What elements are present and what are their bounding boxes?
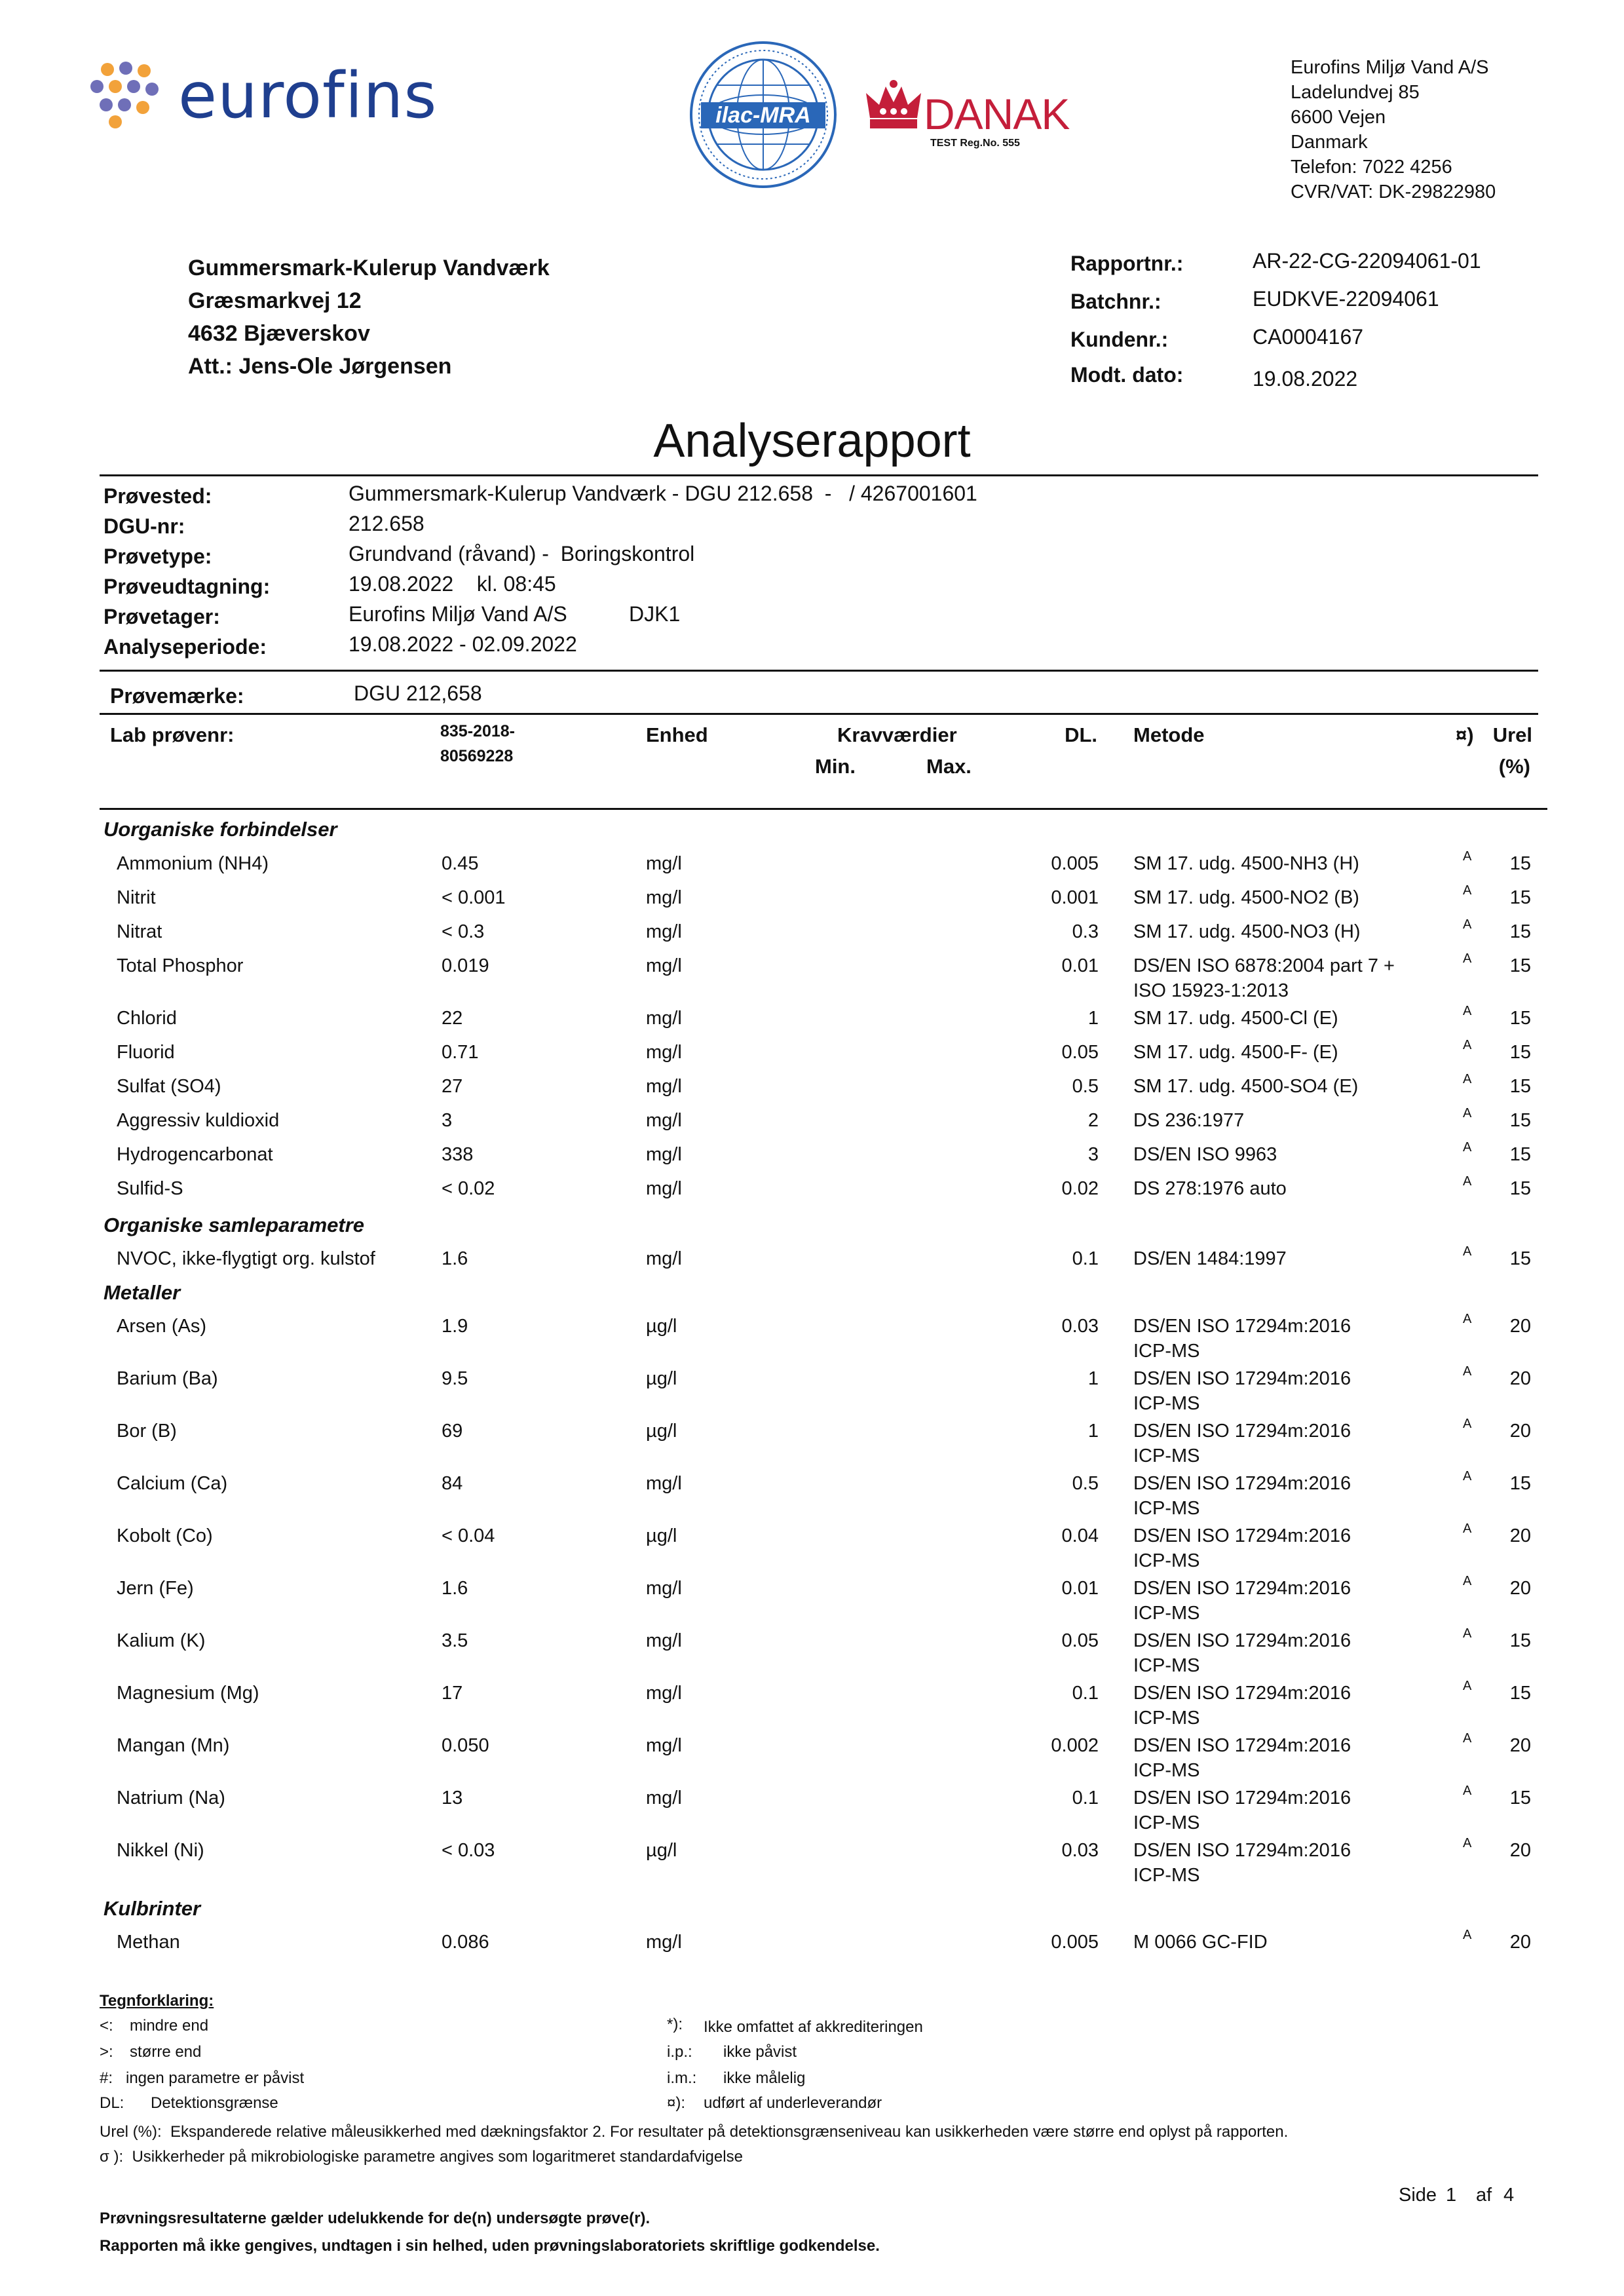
unit: mg/l xyxy=(646,1144,682,1165)
min-header: Min. xyxy=(815,755,856,778)
method-line: ICP-MS xyxy=(1133,1603,1200,1624)
detection-limit: 0.1 xyxy=(1072,1788,1099,1808)
sample-mark-rule xyxy=(100,713,1538,715)
ilac-text: ilac-MRA xyxy=(715,103,811,128)
table-header-rule xyxy=(100,808,1547,810)
address-line: Telefon: 7022 4256 xyxy=(1291,157,1452,178)
method xyxy=(1133,1108,1244,1133)
unit: mg/l xyxy=(646,1110,682,1131)
method-line: DS/EN ISO 17294m:2016 xyxy=(1133,1525,1351,1546)
recipient-line: Att.: Jens-Ole Jørgensen xyxy=(188,354,452,379)
result-value: 0.019 xyxy=(442,955,489,976)
unit: mg/l xyxy=(646,1578,682,1599)
result-value: < 0.3 xyxy=(442,921,485,942)
batch-number-value: EUDKVE-22094061 xyxy=(1253,287,1439,311)
method xyxy=(1133,1314,1351,1364)
result-value: 69 xyxy=(442,1421,463,1442)
method-line: DS/EN ISO 17294m:2016 xyxy=(1133,1578,1351,1599)
method-line: DS/EN ISO 17294m:2016 xyxy=(1133,1683,1351,1704)
result-value: 1.6 xyxy=(442,1578,468,1599)
unit: mg/l xyxy=(646,1630,682,1651)
recipient-line: Græsmarkvej 12 xyxy=(188,288,362,313)
urel-header: Urel xyxy=(1492,723,1532,746)
unit: mg/l xyxy=(646,921,682,942)
sample-site-value: Gummersmark-Kulerup Vandværk - DGU 212.658 - / 4267001601 xyxy=(349,482,977,505)
lab-sample-label: Lab prøvenr: xyxy=(110,723,235,746)
accreditation-flag: A xyxy=(1463,1072,1472,1086)
method-line: SM 17. udg. 4500-NH3 (H) xyxy=(1133,853,1359,874)
sample-mark xyxy=(110,681,765,710)
method xyxy=(1133,851,1359,876)
method xyxy=(1133,1006,1338,1031)
accreditation-flag: A xyxy=(1463,1679,1472,1693)
detection-limit: 0.05 xyxy=(1061,1042,1099,1063)
address-line: CVR/VAT: DK-29822980 xyxy=(1291,182,1496,202)
parameter-name: Natrium (Na) xyxy=(117,1788,225,1808)
parameter-name: Sulfid-S xyxy=(117,1178,183,1199)
method-line: DS/EN ISO 17294m:2016 xyxy=(1133,1421,1351,1442)
accreditation-flag: A xyxy=(1463,1106,1472,1120)
accreditation-flag: A xyxy=(1463,1521,1472,1536)
accreditation-flag: A xyxy=(1463,1836,1472,1850)
method-line: SM 17. udg. 4500-NO2 (B) xyxy=(1133,887,1359,908)
dl-header: DL. xyxy=(1065,723,1097,746)
result-value: 17 xyxy=(442,1683,463,1704)
customer-number-value: CA0004167 xyxy=(1253,325,1364,349)
legend-symbol: *): xyxy=(667,2016,683,2033)
analysis-period-label: Analyseperiode: xyxy=(104,635,267,659)
footer-line: Prøvningsresultaterne gælder udelukkende for de(n) undersøgte prøve(r). xyxy=(100,2210,651,2227)
detection-limit: 0.03 xyxy=(1061,1840,1099,1861)
legend-text: større end xyxy=(130,2043,202,2061)
subcontractor-header: ¤) xyxy=(1456,723,1474,746)
parameter-name: Fluorid xyxy=(117,1042,175,1063)
method xyxy=(1133,1366,1351,1416)
page-side-label: Side xyxy=(1399,2185,1437,2206)
uncertainty: 15 xyxy=(1509,1008,1531,1029)
detection-limit: 1 xyxy=(1087,1008,1099,1029)
method xyxy=(1133,885,1359,910)
sampler-value: Eurofins Miljø Vand A/S xyxy=(349,602,567,626)
method-line: ICP-MS xyxy=(1133,1708,1200,1729)
accreditation-flag: A xyxy=(1463,1784,1472,1798)
method xyxy=(1133,1576,1351,1626)
unit: mg/l xyxy=(646,1248,682,1269)
uncertainty: 20 xyxy=(1509,1525,1531,1546)
unit: mg/l xyxy=(646,887,682,908)
accreditation-flag: A xyxy=(1463,1364,1472,1379)
legend-text: ikke målelig xyxy=(723,2069,806,2087)
report-number-label: Rapportnr.: xyxy=(1070,252,1184,275)
unit: mg/l xyxy=(646,955,682,976)
legend-item xyxy=(667,2094,882,2113)
uncertainty: 15 xyxy=(1509,1178,1531,1199)
method-line: ICP-MS xyxy=(1133,1550,1200,1571)
uncertainty: 15 xyxy=(1509,887,1531,908)
legend-text: ingen parametre er påvist xyxy=(126,2069,305,2087)
parameter-name: Methan xyxy=(117,1932,180,1953)
accreditation-flag: A xyxy=(1463,883,1472,898)
accreditation-flag: A xyxy=(1463,1928,1472,1942)
method-line: DS 236:1977 xyxy=(1133,1110,1245,1131)
uncertainty: 15 xyxy=(1509,1076,1531,1097)
unit: µg/l xyxy=(646,1525,677,1546)
parameter-name: Magnesium (Mg) xyxy=(117,1683,259,1704)
method-header: Metode xyxy=(1133,723,1205,746)
method xyxy=(1133,1040,1338,1065)
unit: mg/l xyxy=(646,1932,682,1953)
detection-limit: 1 xyxy=(1087,1421,1099,1442)
result-value: < 0.001 xyxy=(442,887,506,908)
method-line: ISO 15923-1:2013 xyxy=(1133,980,1289,1001)
uncertainty: 15 xyxy=(1509,1144,1531,1165)
sample-number-1: 835-2018- xyxy=(440,722,515,740)
eurofins-wordmark: eurofins xyxy=(178,59,438,132)
method-line: DS/EN ISO 17294m:2016 xyxy=(1133,1316,1351,1337)
detection-limit: 0.005 xyxy=(1051,853,1099,874)
parameter-name: Calcium (Ca) xyxy=(117,1473,228,1494)
result-value: < 0.02 xyxy=(442,1178,495,1199)
method-line: DS/EN 1484:1997 xyxy=(1133,1248,1287,1269)
parameter-name: Nitrit xyxy=(117,887,156,908)
result-value: 1.6 xyxy=(442,1248,468,1269)
unit: µg/l xyxy=(646,1421,677,1442)
result-value: 0.050 xyxy=(442,1735,489,1756)
result-value: 84 xyxy=(442,1473,463,1494)
legend-text: mindre end xyxy=(130,2017,209,2035)
unit: µg/l xyxy=(646,1316,677,1337)
detection-limit: 0.03 xyxy=(1061,1316,1099,1337)
unit: mg/l xyxy=(646,1473,682,1494)
method xyxy=(1133,1628,1351,1678)
parameter-name: Chlorid xyxy=(117,1008,177,1029)
accreditation-flag: A xyxy=(1463,1731,1472,1746)
method xyxy=(1133,1930,1268,1955)
result-value: < 0.04 xyxy=(442,1525,495,1546)
unit: mg/l xyxy=(646,1735,682,1756)
address-line: Eurofins Miljø Vand A/S xyxy=(1291,57,1489,78)
address-line: 6600 Vejen xyxy=(1291,107,1386,128)
method-line: M 0066 GC-FID xyxy=(1133,1932,1268,1953)
ilac-mra-seal xyxy=(688,39,839,190)
uncertainty: 20 xyxy=(1509,1735,1531,1756)
analysis-period-value: 19.08.2022 - 02.09.2022 xyxy=(349,632,577,656)
eurofins-logo xyxy=(88,59,468,138)
section-heading: Uorganiske forbindelser xyxy=(104,818,337,841)
sample-mark-value: DGU 212,658 xyxy=(354,681,482,705)
detection-limit: 0.5 xyxy=(1072,1473,1099,1494)
accreditation-flag: A xyxy=(1463,1004,1472,1018)
method-line: DS/EN ISO 17294m:2016 xyxy=(1133,1735,1351,1756)
legend-symbol: i.m.: xyxy=(667,2069,697,2087)
unit: µg/l xyxy=(646,1840,677,1861)
sample-type-label: Prøvetype: xyxy=(104,545,212,568)
method-line: ICP-MS xyxy=(1133,1865,1200,1886)
accreditation-flag: A xyxy=(1463,1174,1472,1189)
page-current: 1 xyxy=(1446,2185,1457,2206)
uncertainty: 20 xyxy=(1509,1368,1531,1389)
legend-symbol: #: xyxy=(100,2069,113,2087)
urel-percent-header: (%) xyxy=(1498,755,1530,778)
footer-line: Rapporten må ikke gengives, undtagen i sin helhed, uden prøvningslaboratoriets skriftlige godkendelse. xyxy=(100,2237,880,2255)
method-line: DS/EN ISO 17294m:2016 xyxy=(1133,1368,1351,1389)
accreditation-flag: A xyxy=(1463,951,1472,966)
result-value: 3 xyxy=(442,1110,453,1131)
method-line: DS/EN ISO 6878:2004 part 7 + xyxy=(1133,955,1395,976)
result-value: 22 xyxy=(442,1008,463,1029)
result-value: 0.45 xyxy=(442,853,479,874)
method xyxy=(1133,1246,1287,1271)
dgu-label: DGU-nr: xyxy=(104,514,185,538)
detection-limit: 0.02 xyxy=(1061,1178,1099,1199)
legend-item xyxy=(667,2016,923,2036)
dgu-value: 212.658 xyxy=(349,512,425,535)
section-heading: Metaller xyxy=(104,1281,181,1304)
report-number-value: AR-22-CG-22094061-01 xyxy=(1253,249,1481,273)
detection-limit: 0.5 xyxy=(1072,1076,1099,1097)
uncertainty: 15 xyxy=(1509,1473,1531,1494)
danak-reg: TEST Reg.No. 555 xyxy=(930,138,1020,149)
address-line: Ladelundvej 85 xyxy=(1291,82,1420,103)
method xyxy=(1133,1838,1351,1888)
page-number xyxy=(1399,2185,1530,2211)
parameter-name: Barium (Ba) xyxy=(117,1368,218,1389)
parameter-name: Arsen (As) xyxy=(117,1316,206,1337)
legend-item xyxy=(100,2043,202,2061)
detection-limit: 0.002 xyxy=(1051,1735,1099,1756)
accreditation-flag: A xyxy=(1463,1244,1472,1259)
section-heading: Organiske samleparametre xyxy=(104,1214,365,1236)
page-of-label: af xyxy=(1476,2185,1492,2206)
method xyxy=(1133,1471,1351,1521)
title-rule xyxy=(100,474,1538,476)
result-value: 338 xyxy=(442,1144,474,1165)
result-value: 0.71 xyxy=(442,1042,479,1063)
accreditation-flag: A xyxy=(1463,1626,1472,1641)
method-line: SM 17. udg. 4500-NO3 (H) xyxy=(1133,921,1361,942)
method xyxy=(1133,1176,1287,1201)
method-line: DS 278:1976 auto xyxy=(1133,1178,1287,1199)
legend-item xyxy=(100,2069,305,2088)
legend-title: Tegnforklaring: xyxy=(100,1992,214,2010)
detection-limit: 0.005 xyxy=(1051,1932,1099,1953)
address-line: Danmark xyxy=(1291,132,1368,153)
max-header: Max. xyxy=(926,755,972,778)
parameter-name: NVOC, ikke-flygtigt org. kulstof xyxy=(117,1248,375,1269)
urel-note: Urel (%): Ekspanderede relative måleusikkerhed med dækningsfaktor 2. For resultater på detektionsgrænseniveau kan usikkerheden være større end oplyst på rapporten. xyxy=(100,2123,1289,2141)
uncertainty: 20 xyxy=(1509,1421,1531,1442)
received-date-value: 19.08.2022 xyxy=(1253,367,1358,391)
detection-limit: 0.05 xyxy=(1061,1630,1099,1651)
recipient-line: Gummersmark-Kulerup Vandværk xyxy=(188,256,550,280)
parameter-name: Total Phosphor xyxy=(117,955,244,976)
parameter-name: Jern (Fe) xyxy=(117,1578,194,1599)
detection-limit: 0.01 xyxy=(1061,1578,1099,1599)
parameter-name: Bor (B) xyxy=(117,1421,177,1442)
parameter-name: Ammonium (NH4) xyxy=(117,853,269,874)
accreditation-flag: A xyxy=(1463,1312,1472,1326)
legend-text: Detektionsgrænse xyxy=(151,2094,278,2112)
crown-icon xyxy=(863,79,924,138)
detection-limit: 1 xyxy=(1087,1368,1099,1389)
legend-symbol: >: xyxy=(100,2043,113,2061)
parameter-name: Nikkel (Ni) xyxy=(117,1840,204,1861)
customer-number-label: Kundenr.: xyxy=(1070,328,1169,351)
parameter-name: Nitrat xyxy=(117,921,162,942)
legend-text: Ikke omfattet af akkrediteringen xyxy=(704,2018,923,2036)
sample-number-2: 80569228 xyxy=(440,747,514,765)
method xyxy=(1133,1681,1351,1731)
uncertainty: 15 xyxy=(1509,1683,1531,1704)
report-info xyxy=(1070,249,1529,393)
result-value: 9.5 xyxy=(442,1368,468,1389)
unit: µg/l xyxy=(646,1368,677,1389)
sample-site-label: Prøvested: xyxy=(104,484,212,508)
uncertainty: 15 xyxy=(1509,955,1531,976)
method xyxy=(1133,953,1395,1003)
method-line: ICP-MS xyxy=(1133,1812,1200,1833)
legend-symbol: DL: xyxy=(100,2094,124,2112)
legend-text: ikke påvist xyxy=(723,2043,797,2061)
page-total: 4 xyxy=(1503,2185,1515,2206)
sampling-label: Prøveudtagning: xyxy=(104,575,271,598)
sample-mark-label: Prøvemærke: xyxy=(110,684,244,708)
method xyxy=(1133,1142,1277,1167)
legend-symbol: <: xyxy=(100,2017,113,2035)
accreditation-flag: A xyxy=(1463,1140,1472,1155)
batch-number-label: Batchnr.: xyxy=(1070,290,1161,313)
method-line: DS/EN ISO 17294m:2016 xyxy=(1133,1473,1351,1494)
uncertainty: 20 xyxy=(1509,1932,1531,1953)
accreditation-flag: A xyxy=(1463,1417,1472,1431)
method xyxy=(1133,1733,1351,1783)
page-title: Analyserapport xyxy=(653,415,971,467)
table-header xyxy=(0,721,1624,806)
unit: mg/l xyxy=(646,1042,682,1063)
uncertainty: 15 xyxy=(1509,1630,1531,1651)
method-line: SM 17. udg. 4500-F- (E) xyxy=(1133,1042,1338,1063)
method-line: ICP-MS xyxy=(1133,1498,1200,1519)
unit: mg/l xyxy=(646,1008,682,1029)
uncertainty: 20 xyxy=(1509,1840,1531,1861)
danak-logo xyxy=(863,79,1080,151)
section-heading: Kulbrinter xyxy=(104,1897,201,1920)
method-line: ICP-MS xyxy=(1133,1445,1200,1466)
parameter-name: Hydrogencarbonat xyxy=(117,1144,273,1165)
sample-info xyxy=(104,482,1479,672)
unit: mg/l xyxy=(646,853,682,874)
method-line: DS/EN ISO 9963 xyxy=(1133,1144,1277,1165)
parameter-name: Sulfat (SO4) xyxy=(117,1076,221,1097)
uncertainty: 15 xyxy=(1509,1042,1531,1063)
result-value: 3.5 xyxy=(442,1630,468,1651)
detection-limit: 0.1 xyxy=(1072,1248,1099,1269)
method xyxy=(1133,1074,1358,1099)
sigma-note: σ ): Usikkerheder på mikrobiologiske parametre angives som logaritmeret standardafvigelse xyxy=(100,2148,743,2166)
received-date-label: Modt. dato: xyxy=(1070,363,1184,387)
result-value: 1.9 xyxy=(442,1316,468,1337)
sampler-code: DJK1 xyxy=(629,602,681,626)
method-line: ICP-MS xyxy=(1133,1393,1200,1414)
legend-symbol: i.p.: xyxy=(667,2043,692,2061)
method xyxy=(1133,1419,1351,1468)
parameter-name: Kobolt (Co) xyxy=(117,1525,213,1546)
legend-item xyxy=(100,2094,278,2113)
accreditation-flag: A xyxy=(1463,1469,1472,1483)
parameter-name: Aggressiv kuldioxid xyxy=(117,1110,280,1131)
uncertainty: 15 xyxy=(1509,1110,1531,1131)
recipient-line: 4632 Bjæverskov xyxy=(188,321,370,346)
uncertainty: 15 xyxy=(1509,853,1531,874)
method-line: SM 17. udg. 4500-Cl (E) xyxy=(1133,1008,1338,1029)
method-line: DS/EN ISO 17294m:2016 xyxy=(1133,1630,1351,1651)
legend-item xyxy=(100,2017,209,2035)
method-line: ICP-MS xyxy=(1133,1341,1200,1362)
danak-wordmark: DANAK xyxy=(924,90,1070,138)
detection-limit: 0.04 xyxy=(1061,1525,1099,1546)
method-line: DS/EN ISO 17294m:2016 xyxy=(1133,1840,1351,1861)
eurofins-dots-icon xyxy=(88,59,166,138)
method-line: DS/EN ISO 17294m:2016 xyxy=(1133,1788,1351,1808)
method-line: SM 17. udg. 4500-SO4 (E) xyxy=(1133,1076,1359,1097)
unit: mg/l xyxy=(646,1683,682,1704)
detection-limit: 3 xyxy=(1087,1144,1099,1165)
uncertainty: 15 xyxy=(1509,1248,1531,1269)
unit-header: Enhed xyxy=(646,723,708,746)
result-value: < 0.03 xyxy=(442,1840,495,1861)
result-value: 0.086 xyxy=(442,1932,489,1953)
detection-limit: 0.01 xyxy=(1061,955,1099,976)
method-line: ICP-MS xyxy=(1133,1655,1200,1676)
accreditation-flag: A xyxy=(1463,1574,1472,1588)
unit: mg/l xyxy=(646,1076,682,1097)
method xyxy=(1133,1786,1351,1835)
detection-limit: 0.3 xyxy=(1072,921,1099,942)
unit: mg/l xyxy=(646,1178,682,1199)
recipient-block xyxy=(188,252,550,383)
unit: mg/l xyxy=(646,1788,682,1808)
sample-info-rule xyxy=(100,670,1538,672)
result-value: 27 xyxy=(442,1076,463,1097)
legend-symbol: ¤): xyxy=(667,2094,686,2112)
sample-type-value: Grundvand (råvand) - Boringskontrol xyxy=(349,542,695,565)
uncertainty: 20 xyxy=(1509,1578,1531,1599)
uncertainty: 15 xyxy=(1509,1788,1531,1808)
legend-item xyxy=(667,2043,797,2061)
limit-values-header: Kravværdier xyxy=(837,723,957,746)
parameter-name: Mangan (Mn) xyxy=(117,1735,230,1756)
uncertainty: 15 xyxy=(1509,921,1531,942)
accreditation-flag: A xyxy=(1463,1038,1472,1052)
sampling-value: 19.08.2022 kl. 08:45 xyxy=(349,572,556,596)
detection-limit: 0.1 xyxy=(1072,1683,1099,1704)
uncertainty: 20 xyxy=(1509,1316,1531,1337)
accreditation-flag: A xyxy=(1463,917,1472,932)
method xyxy=(1133,919,1361,944)
sampler-label: Prøvetager: xyxy=(104,605,220,628)
result-value: 13 xyxy=(442,1788,463,1808)
legend-text: udført af underleverandør xyxy=(704,2094,882,2112)
company-address xyxy=(1291,55,1496,204)
method xyxy=(1133,1523,1351,1573)
detection-limit: 2 xyxy=(1087,1110,1099,1131)
method-line: ICP-MS xyxy=(1133,1760,1200,1781)
legend-item xyxy=(667,2069,806,2088)
parameter-name: Kalium (K) xyxy=(117,1630,206,1651)
accreditation-flag: A xyxy=(1463,849,1472,864)
detection-limit: 0.001 xyxy=(1051,887,1099,908)
